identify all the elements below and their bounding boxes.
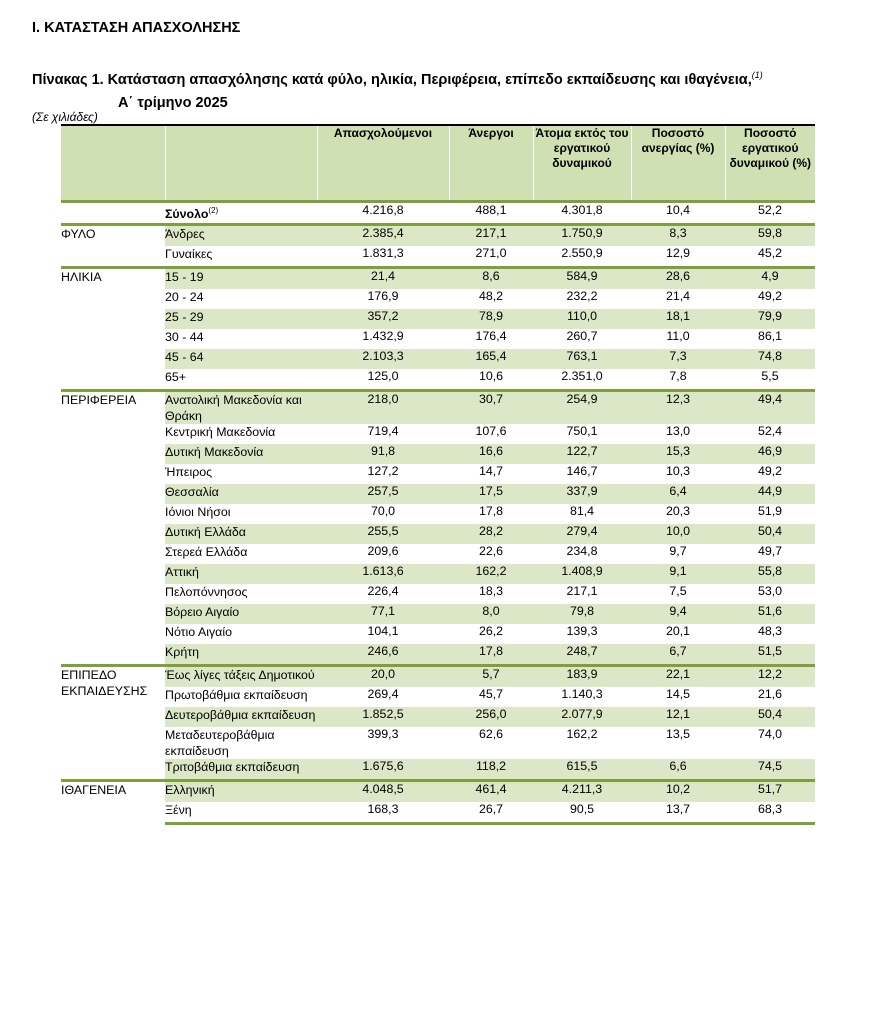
row-label: Ανατολική Μακεδονία και Θράκη <box>165 391 317 425</box>
table-cell: 48,2 <box>478 289 504 303</box>
table-row <box>61 604 815 624</box>
group-label: ΕΠΙΠΕΔΟ ΕΚΠΑΙΔΕΥΣΗΣ <box>61 666 165 781</box>
table-cell: 26,2 <box>478 624 504 638</box>
table-cell: 122,7 <box>533 444 631 464</box>
table-row <box>61 707 815 727</box>
header-empty-group <box>61 125 165 202</box>
table-cell: 45,7 <box>478 687 504 701</box>
table-cell: 45,2 <box>757 246 783 260</box>
table-cell: 62,6 <box>478 727 504 741</box>
table-cell: 6,7 <box>631 644 725 666</box>
table-row <box>61 246 815 268</box>
table-cell: 51,5 <box>725 644 815 666</box>
table-title-footnote: (1) <box>751 70 763 80</box>
table-cell: 2.103,3 <box>317 349 449 369</box>
table-title <box>32 64 763 115</box>
table-cell: 9,7 <box>669 544 687 558</box>
table-title-period: Α΄ τρίμηνο 2025 <box>118 94 228 111</box>
table-cell: 7,5 <box>669 584 687 598</box>
table-cell: 763,1 <box>533 349 631 369</box>
table-cell: 279,4 <box>533 524 631 544</box>
table-cell: 10,6 <box>478 369 504 383</box>
table-cell: 49,2 <box>757 289 783 303</box>
table-row <box>61 759 815 781</box>
table-cell: 162,2 <box>566 727 598 741</box>
table-cell: 79,8 <box>533 604 631 624</box>
table-cell: 10,4 <box>665 203 691 217</box>
row-label: Νότιο Αιγαίο <box>165 625 232 639</box>
table-row <box>61 781 815 803</box>
table-cell: 176,9 <box>367 289 399 303</box>
table-cell: 21,6 <box>757 687 783 701</box>
table-row <box>61 424 815 444</box>
row-label: Γυναίκες <box>165 247 213 261</box>
column-header: Άτομα εκτός του εργατικού δυναμικού <box>533 125 631 202</box>
table-cell: 719,4 <box>367 424 399 438</box>
table-cell: 246,6 <box>317 644 449 666</box>
table-cell: 255,5 <box>317 524 449 544</box>
table-cell: 53,0 <box>757 584 783 598</box>
table-cell: 12,2 <box>725 666 815 688</box>
table-cell: 1.750,9 <box>533 225 631 247</box>
table-cell: 10,0 <box>631 524 725 544</box>
table-cell: 14,5 <box>665 687 691 701</box>
group-label: ΙΘΑΓΕΝΕΙΑ <box>61 781 165 824</box>
table-cell: 615,5 <box>533 759 631 781</box>
table-cell: 9,4 <box>631 604 725 624</box>
table-cell: 6,4 <box>631 484 725 504</box>
table-cell: 74,5 <box>725 759 815 781</box>
table-cell: 11,0 <box>666 329 690 343</box>
table-row <box>61 268 815 290</box>
table-cell: 70,0 <box>370 504 396 518</box>
table-cell: 217,1 <box>566 584 598 598</box>
table-row <box>61 727 815 759</box>
table-cell: 86,1 <box>757 329 783 343</box>
row-label: Μεταδευτεροβάθμια εκπαίδευση <box>165 728 275 758</box>
table-cell: 357,2 <box>317 309 449 329</box>
row-label: Έως λίγες τάξεις Δημοτικού <box>165 666 317 688</box>
table-cell: 12,3 <box>631 391 725 425</box>
table-row <box>61 464 815 484</box>
column-header: Άνεργοι <box>449 125 533 202</box>
employment-table <box>61 124 815 825</box>
table-cell: 30,7 <box>449 391 533 425</box>
row-label: Κεντρική Μακεδονία <box>165 425 276 439</box>
table-cell: 234,8 <box>566 544 598 558</box>
table-cell: 12,9 <box>665 246 691 260</box>
total-row <box>61 202 815 225</box>
table-cell: 18,3 <box>478 584 504 598</box>
table-cell: 218,0 <box>317 391 449 425</box>
table-cell: 8,0 <box>449 604 533 624</box>
table-row <box>61 369 815 391</box>
table-cell: 168,3 <box>317 802 449 824</box>
table-cell: 51,9 <box>757 504 783 518</box>
table-cell: 10,3 <box>665 464 691 478</box>
table-cell: 28,6 <box>631 268 725 290</box>
column-header: Απασχολούμενοι <box>317 125 449 202</box>
table-cell: 248,7 <box>533 644 631 666</box>
table-cell: 91,8 <box>317 444 449 464</box>
row-label: 20 - 24 <box>165 290 204 304</box>
row-label: Θεσσαλία <box>165 484 317 504</box>
table-row <box>61 349 815 369</box>
table-cell: 12,1 <box>631 707 725 727</box>
table-cell: 50,4 <box>725 524 815 544</box>
table-cell: 10,2 <box>631 781 725 803</box>
column-header: Ποσοστό ανεργίας (%) <box>631 125 725 202</box>
row-label: 30 - 44 <box>165 330 204 344</box>
table-cell: 14,7 <box>478 464 504 478</box>
table-cell: 139,3 <box>566 624 598 638</box>
table-cell: 226,4 <box>367 584 399 598</box>
table-cell: 17,8 <box>449 644 533 666</box>
table-cell: 17,8 <box>478 504 504 518</box>
table-cell: 21,4 <box>665 289 691 303</box>
row-label: Πρωτοβάθμια εκπαίδευση <box>165 688 308 702</box>
table-cell: 49,2 <box>757 464 783 478</box>
table-cell: 1.140,3 <box>561 687 603 701</box>
table-cell: 4.211,3 <box>533 781 631 803</box>
table-row <box>61 584 815 604</box>
table-cell: 5,7 <box>449 666 533 688</box>
table-cell: 8,3 <box>631 225 725 247</box>
table-cell: 20,3 <box>665 504 691 518</box>
table-cell: 77,1 <box>317 604 449 624</box>
row-label: Πελοπόννησος <box>165 585 248 599</box>
table-cell: 48,3 <box>757 624 783 638</box>
table-cell: 104,1 <box>367 624 399 638</box>
table-cell: 28,2 <box>449 524 533 544</box>
table-row <box>61 524 815 544</box>
row-label: Ήπειρος <box>165 465 213 479</box>
table-cell: 74,8 <box>725 349 815 369</box>
row-label: Κρήτη <box>165 644 317 666</box>
row-label: Αττική <box>165 564 317 584</box>
table-row <box>61 309 815 329</box>
table-cell: 17,5 <box>449 484 533 504</box>
table-cell: 44,9 <box>725 484 815 504</box>
table-row <box>61 802 815 824</box>
table-cell: 22,1 <box>631 666 725 688</box>
table-cell: 52,2 <box>757 203 783 217</box>
table-cell: 79,9 <box>725 309 815 329</box>
table-cell: 162,2 <box>449 564 533 584</box>
row-label: 15 - 19 <box>165 268 317 290</box>
table-cell: 7,8 <box>669 369 687 383</box>
table-cell: 15,3 <box>631 444 725 464</box>
table-cell: 9,1 <box>631 564 725 584</box>
table-cell: 750,1 <box>566 424 598 438</box>
table-row <box>61 504 815 524</box>
table-cell: 51,7 <box>725 781 815 803</box>
table-row <box>61 289 815 309</box>
group-label: ΗΛΙΚΙΑ <box>61 268 165 391</box>
table-cell: 4,9 <box>725 268 815 290</box>
row-label: Ελληνική <box>165 781 317 803</box>
table-cell: 81,4 <box>569 504 595 518</box>
table-cell: 2.077,9 <box>533 707 631 727</box>
table-cell: 260,7 <box>566 329 598 343</box>
table-row <box>61 666 815 688</box>
table-cell: 271,0 <box>475 246 507 260</box>
row-label: Στερεά Ελλάδα <box>165 545 248 559</box>
row-label: Τριτοβάθμια εκπαίδευση <box>165 759 317 781</box>
table-cell: 127,2 <box>367 464 399 478</box>
table-cell: 55,8 <box>725 564 815 584</box>
table-cell: 16,6 <box>449 444 533 464</box>
table-cell: 4.048,5 <box>317 781 449 803</box>
table-cell: 107,6 <box>475 424 507 438</box>
table-cell: 90,5 <box>533 802 631 824</box>
table-cell: 22,6 <box>478 544 504 558</box>
row-label: Άνδρες <box>165 225 317 247</box>
table-cell: 4.216,8 <box>362 203 404 217</box>
table-cell: 13,7 <box>631 802 725 824</box>
table-cell: 146,7 <box>566 464 598 478</box>
group-label: ΠΕΡΙΦΕΡΕΙΑ <box>61 391 165 666</box>
table-cell: 2.351,0 <box>561 369 603 383</box>
table-cell: 176,4 <box>475 329 507 343</box>
table-cell: 49,4 <box>725 391 815 425</box>
table-cell: 1.675,6 <box>317 759 449 781</box>
table-cell: 125,0 <box>367 369 399 383</box>
table-row <box>61 687 815 707</box>
row-label: Ξένη <box>165 802 317 824</box>
row-label: 25 - 29 <box>165 309 317 329</box>
table-cell: 399,3 <box>367 727 399 741</box>
table-cell: 183,9 <box>533 666 631 688</box>
table-header-row <box>61 125 815 202</box>
table-row <box>61 624 815 644</box>
table-cell: 13,0 <box>665 424 691 438</box>
table-row <box>61 564 815 584</box>
table-cell: 74,0 <box>757 727 783 741</box>
table-cell: 337,9 <box>533 484 631 504</box>
row-label: 45 - 64 <box>165 349 317 369</box>
table-cell: 254,9 <box>533 391 631 425</box>
table-row <box>61 225 815 247</box>
table-cell: 8,6 <box>449 268 533 290</box>
table-title-text: Πίνακας 1. Κατάσταση απασχόλησης κατά φύλο, ηλικία, Περιφέρεια, επίπεδο εκπαίδευσης και ιθαγένεια, <box>32 71 752 88</box>
column-header: Ποσοστό εργατικού δυναμικού (%) <box>725 125 815 202</box>
table-cell: 51,6 <box>725 604 815 624</box>
table-cell: 20,1 <box>665 624 691 638</box>
table-cell: 52,4 <box>757 424 783 438</box>
row-label: Δυτική Ελλάδα <box>165 524 317 544</box>
total-label: Σύνολο$^{(2)}$ <box>165 206 219 222</box>
table-cell: 165,4 <box>449 349 533 369</box>
table-cell: 232,2 <box>566 289 598 303</box>
units-note: (Σε χιλιάδες) <box>32 110 98 124</box>
table-cell: 257,5 <box>317 484 449 504</box>
row-label: Δευτεροβάθμια εκπαίδευση <box>165 707 317 727</box>
section-title: Ι. ΚΑΤΑΣΤΑΣΗ ΑΠΑΣΧΟΛΗΣΗΣ <box>32 20 241 36</box>
table-cell: 68,3 <box>725 802 815 824</box>
table-cell: 46,9 <box>725 444 815 464</box>
row-label: Δυτική Μακεδονία <box>165 444 317 464</box>
table-cell: 584,9 <box>533 268 631 290</box>
table-cell: 18,1 <box>631 309 725 329</box>
table-cell: 110,0 <box>533 309 631 329</box>
table-cell: 1.613,6 <box>317 564 449 584</box>
table-cell: 2.550,9 <box>561 246 603 260</box>
table-cell: 256,0 <box>449 707 533 727</box>
table-cell: 461,4 <box>449 781 533 803</box>
table-cell: 49,7 <box>757 544 783 558</box>
table-cell: 20,0 <box>317 666 449 688</box>
row-label: 65+ <box>165 370 187 384</box>
table-cell: 1.432,9 <box>362 329 404 343</box>
table-cell: 1.831,3 <box>362 246 404 260</box>
table-row <box>61 544 815 564</box>
table-cell: 50,4 <box>725 707 815 727</box>
table-row <box>61 484 815 504</box>
table-cell: 488,1 <box>475 203 507 217</box>
table-row <box>61 644 815 666</box>
table-cell: 6,6 <box>631 759 725 781</box>
table-cell: 26,7 <box>449 802 533 824</box>
table-cell: 2.385,4 <box>317 225 449 247</box>
group-label: ΦΥΛΟ <box>61 225 165 268</box>
table-cell: 217,1 <box>449 225 533 247</box>
table-cell: 269,4 <box>367 687 399 701</box>
table-row <box>61 444 815 464</box>
row-label: Ιόνιοι Νήσοι <box>165 505 231 519</box>
table-cell: 59,8 <box>725 225 815 247</box>
row-label: Βόρειο Αιγαίο <box>165 604 317 624</box>
table-cell: 209,6 <box>367 544 399 558</box>
table-cell: 21,4 <box>317 268 449 290</box>
table-cell: 13,5 <box>665 727 691 741</box>
table-cell: 118,2 <box>449 759 533 781</box>
table-cell: 1.852,5 <box>317 707 449 727</box>
table-cell: 78,9 <box>449 309 533 329</box>
table-row <box>61 391 815 425</box>
table-cell: 4.301,8 <box>561 203 603 217</box>
table-cell: 7,3 <box>631 349 725 369</box>
table-cell: 1.408,9 <box>533 564 631 584</box>
header-empty-label <box>165 125 317 202</box>
table-cell: 5,5 <box>761 369 779 383</box>
table-row <box>61 329 815 349</box>
